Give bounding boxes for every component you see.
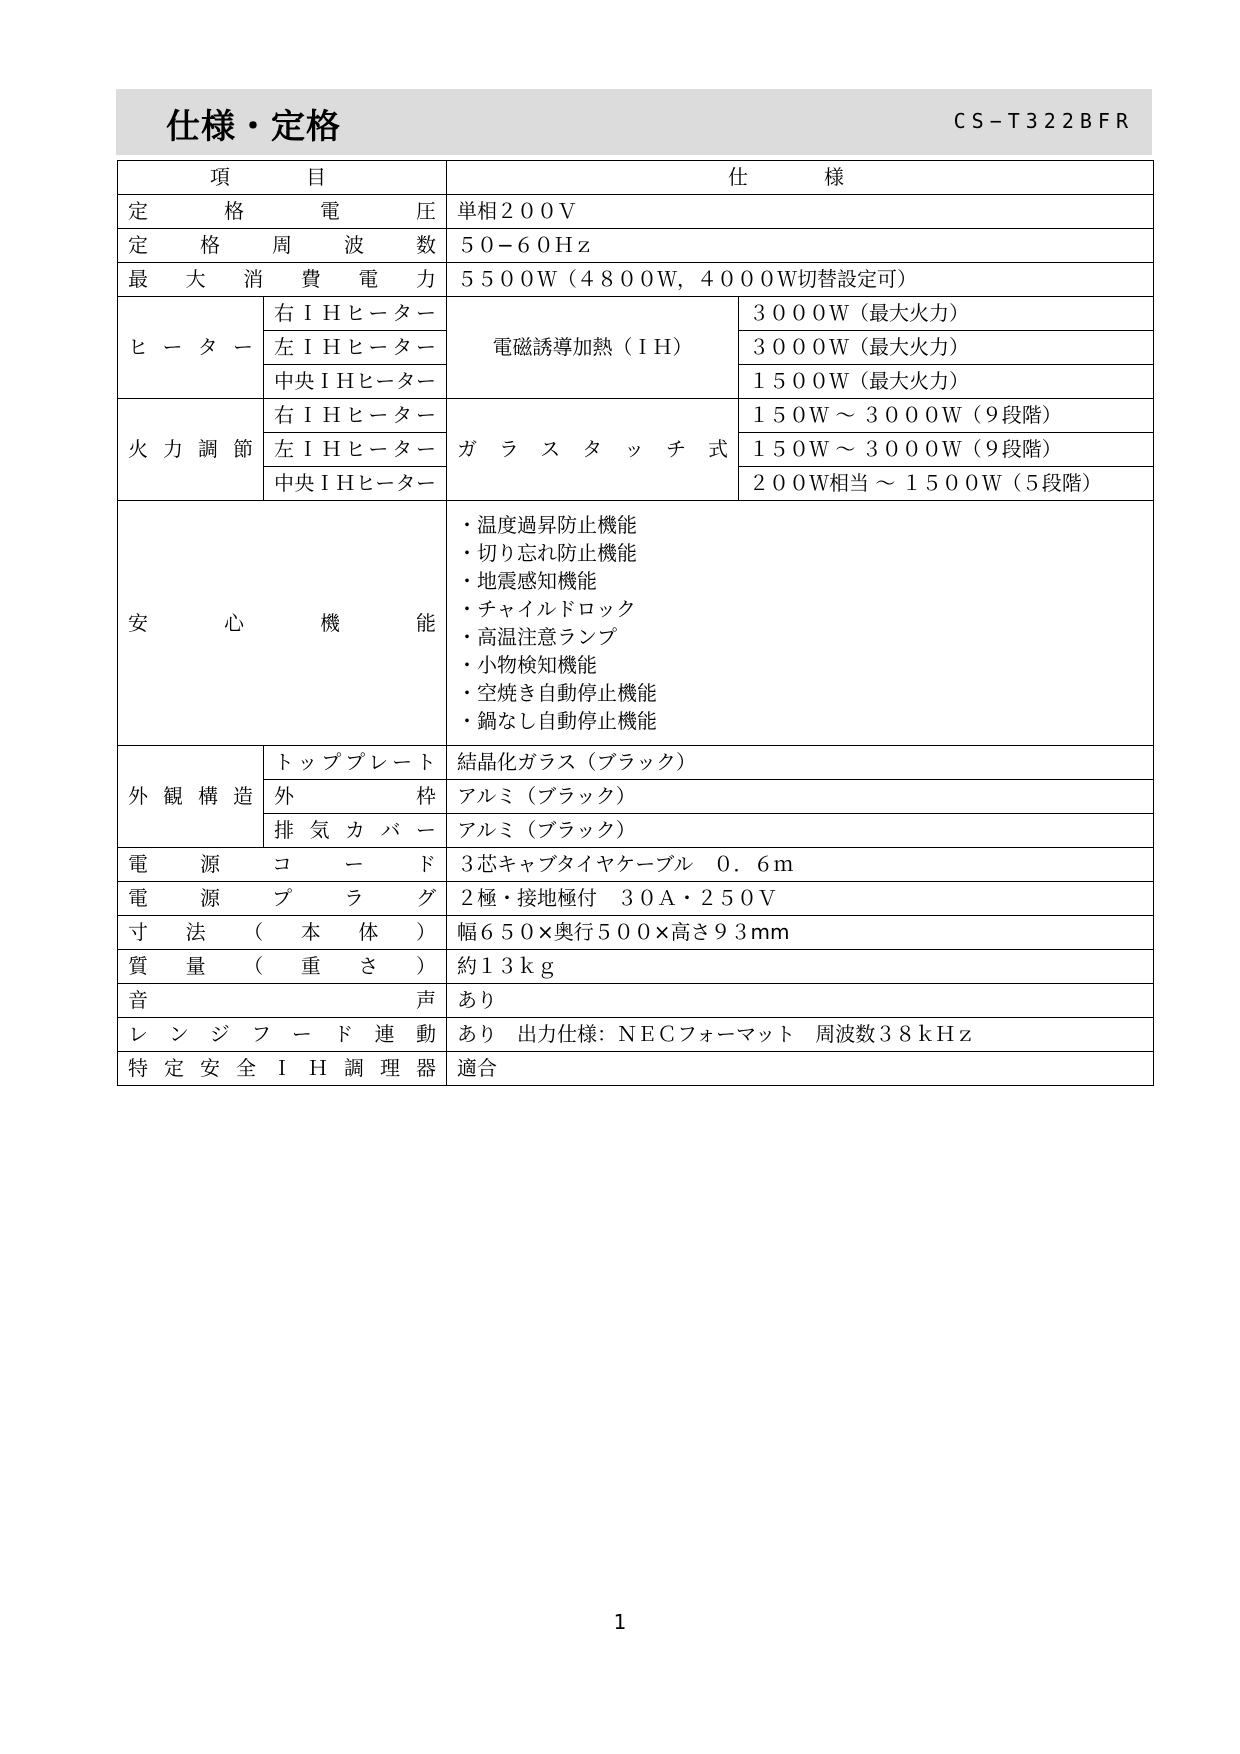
list-item: ・切り忘れ防止機能: [457, 541, 637, 565]
table-row: [118, 780, 1154, 814]
max-power-value: ５５００Ｗ（４８００Ｗ，４０００Ｗ切替設定可）: [447, 263, 1154, 297]
heater-right-value: ３０００Ｗ（最大火力）: [739, 297, 1154, 331]
list-item: ・地震感知機能: [457, 569, 597, 593]
table-row: [118, 882, 1154, 916]
table-row: [118, 263, 1154, 297]
heater-center-name: 中央ＩＨヒーター: [264, 365, 447, 399]
power-control-center-value: ２００Ｗ相当 ～ １５００Ｗ（５段階）: [739, 467, 1154, 501]
exterior-frame-value: アルミ（ブラック）: [447, 780, 1154, 814]
power-control-right-value: １５０Ｗ ～ ３０００Ｗ（９段階）: [739, 399, 1154, 433]
exterior-top-plate-name: トッププレート: [264, 746, 447, 780]
exterior-exhaust-name: 排気カバー: [264, 814, 447, 848]
dimensions-label: 寸法（本体）: [118, 916, 447, 950]
table-row: [118, 229, 1154, 263]
certified-value: 適合: [447, 1052, 1154, 1086]
heater-center-value: １５００Ｗ（最大火力）: [739, 365, 1154, 399]
power-cord-value: ３芯キャブタイヤケーブル ０．６ｍ: [447, 848, 1154, 882]
table-row: [118, 1018, 1154, 1052]
heater-method: 電磁誘導加熱（ＩＨ）: [447, 297, 739, 399]
table-row: [118, 950, 1154, 984]
sound-label: 音声: [118, 984, 447, 1018]
table-row: [118, 984, 1154, 1018]
power-control-label: 火力調節: [118, 399, 264, 501]
table-row: [118, 1052, 1154, 1086]
exterior-exhaust-value: アルミ（ブラック）: [447, 814, 1154, 848]
table-row: [118, 501, 1154, 746]
power-control-left-value: １５０Ｗ ～ ３０００Ｗ（９段階）: [739, 433, 1154, 467]
rated-frequency-label: 定格周波数: [118, 229, 447, 263]
page-header: [116, 89, 1152, 155]
hood-link-value: あり 出力仕様：ＮＥＣフォーマット 周波数３８ｋＨｚ: [447, 1018, 1154, 1052]
header-item: 項 目: [118, 161, 447, 195]
heater-left-name: 左ＩＨヒーター: [264, 331, 447, 365]
model-number: CS−T322BFR: [953, 109, 1134, 133]
table-row: [118, 746, 1154, 780]
weight-label: 質量（重さ）: [118, 950, 447, 984]
table-row: [118, 297, 1154, 331]
safety-feature-list: [457, 501, 1143, 745]
list-item: ・チャイルドロック: [457, 597, 636, 621]
exterior-frame-name: 外枠: [264, 780, 447, 814]
power-plug-value: ２極・接地極付 ３０Ａ・２５０Ｖ: [447, 882, 1154, 916]
power-plug-label: 電源プラグ: [118, 882, 447, 916]
rated-voltage-value: 単相２００Ｖ: [447, 195, 1154, 229]
sound-value: あり: [447, 984, 1154, 1018]
list-item: ・鍋なし自動停止機能: [457, 709, 657, 733]
table-header-row: [118, 161, 1154, 195]
rated-voltage-label: 定格電圧: [118, 195, 447, 229]
rated-frequency-value: ５０−６０Ｈｚ: [447, 229, 1154, 263]
list-item: ・温度過昇防止機能: [457, 513, 637, 537]
list-item: ・空焼き自動停止機能: [457, 681, 657, 705]
list-item: ・小物検知機能: [457, 653, 597, 677]
table-row: [118, 916, 1154, 950]
max-power-label: 最大消費電力: [118, 263, 447, 297]
exterior-label: 外観構造: [118, 746, 264, 848]
heater-left-value: ３０００Ｗ（最大火力）: [739, 331, 1154, 365]
dimensions-value: 幅６５０×奥行５００×高さ９３mm: [447, 916, 1154, 950]
power-cord-label: 電源コード: [118, 848, 447, 882]
hood-link-label: レンジフード連動: [118, 1018, 447, 1052]
table-row: [118, 814, 1154, 848]
power-control-center-name: 中央ＩＨヒーター: [264, 467, 447, 501]
power-control-method: ガラスタッチ式: [447, 399, 739, 501]
power-control-left-name: 左ＩＨヒーター: [264, 433, 447, 467]
heater-right-name: 右ＩＨヒーター: [264, 297, 447, 331]
list-item: ・高温注意ランプ: [457, 625, 617, 649]
page-title: 仕様・定格: [166, 107, 341, 147]
spec-table: [117, 160, 1154, 1086]
header-spec: 仕 様: [447, 161, 1154, 195]
table-row: [118, 399, 1154, 433]
table-row: [118, 848, 1154, 882]
power-control-right-name: 右ＩＨヒーター: [264, 399, 447, 433]
safety-label: 安心機能: [118, 501, 447, 746]
weight-value: 約１３ｋｇ: [447, 950, 1154, 984]
certified-label: 特定安全ＩＨ調理器: [118, 1052, 447, 1086]
page-number: 1: [613, 1610, 627, 1634]
exterior-top-plate-value: 結晶化ガラス（ブラック）: [447, 746, 1154, 780]
safety-features: [447, 501, 1154, 746]
heater-label: ヒーター: [118, 297, 264, 399]
table-row: [118, 195, 1154, 229]
